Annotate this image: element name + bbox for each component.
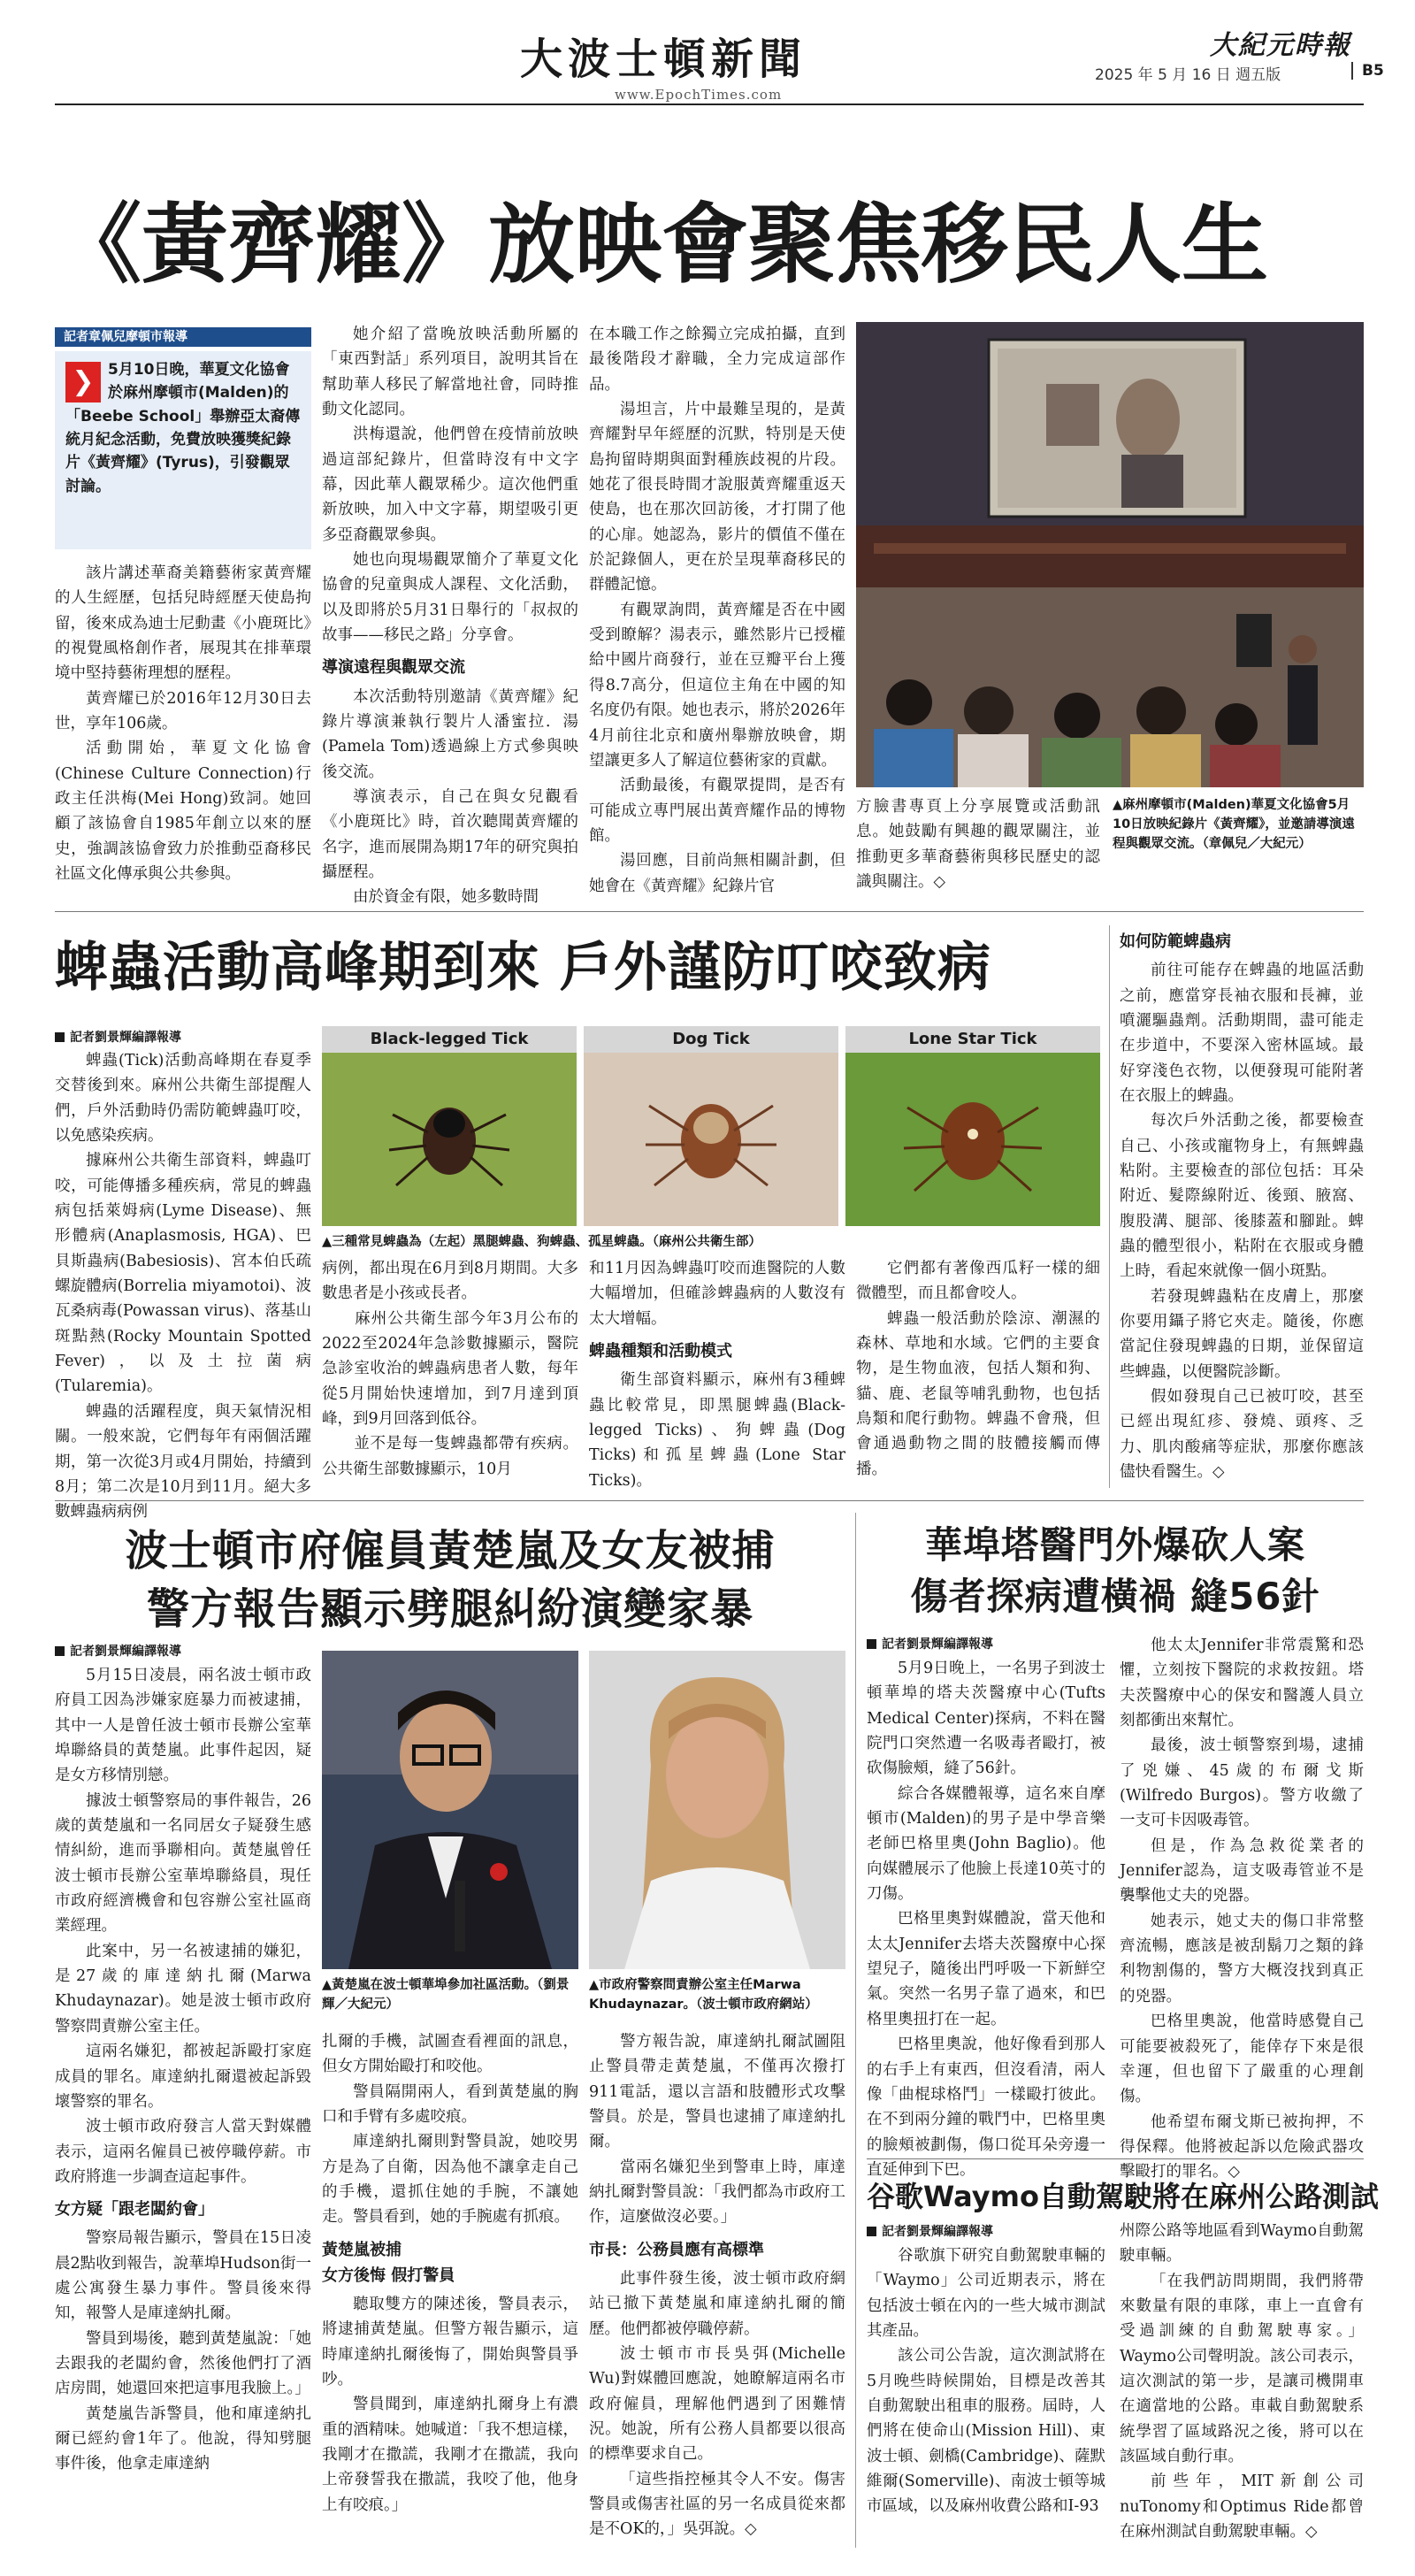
caption-ticks: ▲三種常見蜱蟲為（左起）黑腿蜱蟲、狗蜱蟲、孤星蜱蟲。（麻州公共衛生部）	[322, 1235, 761, 1249]
photo-khudaynazar	[589, 1651, 845, 1969]
col-arrest-2: 扎爾的手機，試圖查看裡面的訊息，但女方開始毆打和咬他。 警員隔開兩人，看到黃楚嵐的胸口和手臂有多處咬痕。 庫達納扎爾則對警員說，她咬男方是為了自衛，因為他不讓拿走自己的手機，還抓住她的手腕，不讓她走。警員看到，她的手腕處有抓痕。 黃楚嵐被捕 女方後悔 假打警員 聽取雙方的陳述後，警員表示，將逮捕黃楚嵐。但警方報告顯示，這時庫達納扎爾後悔了，開始與警員爭吵。 警員聞到，庫達納扎爾身上有濃重的酒精味。她喊道：「我不想這樣，我剛才在撒謊，我剛才在撒謊，我向上帝發誓我在撒謊，我咬了他，他身上有咬痕。」	[322, 2033, 578, 2514]
col-tyrus-2: 她介紹了當晚放映活動所屬的「東西對話」系列項目，說明其旨在幫助華人移民了解當地社會，同時推動文化認同。 洪梅還說，他們曾在疫情前放映過這部紀錄片，但當時沒有中文字幕，因此華人觀眾稀少。這次他們重新放映，加入中文字幕，期望吸引更多亞裔觀眾參與。 她也向現場觀眾簡介了華夏文化協會的兒童與成人課程、文化活動，以及即將於5月31日舉行的「叔叔的故事——移民之路」分享會。 導演遠程與觀眾交流 本次活動特別邀請《黃齊耀》紀錄片導演兼執行製片人潘蜜拉．湯(Pamela Tom)透過線上方式參與映後交流。 導演表示，自己在與女兒觀看《小鹿斑比》時，首次聽聞黃齊耀的名字，進而展開為期17年的研究與拍攝歷程。 由於資金有限，她多數時間	[322, 326, 578, 907]
col-ticks-4: 它們都有著像西瓜籽一樣的細微體型，而且都會咬人。 蜱蟲一般活動於陰涼、潮濕的森林、草地和水域。它們的主要食物，是生物血液，包括人類和狗、貓、鹿、老鼠等哺乳動物，也包括鳥類和爬行動物。蜱蟲不會飛，但會通過動物之間的肢體接觸而傳播。	[856, 1260, 1100, 1478]
black-legged-tick-image	[322, 1053, 577, 1226]
col-tyrus-1: 該片講述華裔美籍藝術家黃齊耀的人生經歷，包括兒時經歷天使島拘留，後來成為迪士尼動畫《小鹿斑比》的視覺風格創作者，展現其在排華環境中堅持藝術理想的歷程。 黃齊耀已於2016年12月30日去世，享年106歲。 活動開始，華夏文化協會(Chinese Culture Connection)行政主任洪梅(Mei Hong)致詞。她回顧了該協會自1985年創立以來的歷史，強調該協會致力於推動亞裔移民社區文化傳承與公共參與。	[55, 564, 311, 884]
col-tyrus-4: 方臉書專頁上分享展覽或活動訊息。她鼓勵有興趣的觀眾關注，並推動更多華裔藝術與移民歷史的認識與關注。◇	[856, 798, 1100, 892]
col-attack-2: 他太太Jennifer非常震驚和恐懼，立刻按下醫院的求救按鈕。塔夫茨醫療中心的保安和醫護人員立刻都衝出來幫忙。 最後，波士頓警察到場，逮捕了兇嫌、45歲的布爾戈斯(Wilfredo Burgos)。警方收繳了一支可卡因吸毒管。 但是，作為急救從業者的Jennifer認為，這支吸毒管並不是襲擊他丈夫的兇器。 她表示，她丈夫的傷口非常整齊流暢，應該是被刮鬍刀之類的鋒利物割傷的，警方大概沒找到真正的兇器。 巴格里奧說，他當時感覺自己可能要被殺死了，能倖存下來是很幸運，但也留下了嚴重的心理創傷。 他希望布爾戈斯已被拘押，不得保釋。他將被起訴以危險武器攻擊毆打的罪名。◇	[1120, 1637, 1364, 2181]
col-waymo-2: 州際公路等地區看到Waymo自動駕駛車輛。 「在我們訪問期間，我們將帶來數量有限的車隊，車上一直會有受過訓練的自動駕駛專家。」Waymo公司聲明說。該公司表示，這次測試的第一步，是讓司機開車在適當地的公路。車載自動駕駛系統學習了區域路況之後，將可以在該區域自動行車。 前些年，MIT新創公司nuTonomy和Optimus Ride都曾在麻州測試自動駕駛車輛。◇	[1120, 2222, 1364, 2542]
photo-wong	[322, 1651, 578, 1969]
headline-ticks: 蜱蟲活動高峰期到來 戶外謹防叮咬致病	[55, 937, 991, 999]
col-attack-1: 5月9日晚上，一名男子到波士頓華埠的塔夫茨醫療中心(Tufts Medical Center)探病，不料在醫院門口突然遭一名吸毒者毆打，被砍傷臉頰，縫了56針。 綜合各媒體報導，這名來自摩頓市(Malden)的男子是中學音樂老師巴格里奧(John Baglio)。他向媒體展示了他臉上長達10英寸的刀傷。 巴格里奧對媒體說，當天他和太太Jennifer去塔夫茨醫療中心探望兒子，隨後出門呼吸一下新鮮空氣。突然一名男子靠了過來，和巴格里奧扭打在一起。 巴格里奧說，他好像看到那人的右手上有東西，但沒看清，兩人像「曲棍球格鬥」一樣毆打彼此。在不到兩分鐘的戰鬥中，巴格里奧的臉頰被劃傷，傷口從耳朵旁邊一直延伸到下巴。	[867, 1660, 1105, 2179]
subhead-director: 導演遠程與觀眾交流	[322, 658, 465, 678]
headline-tyrus: 《黃齊耀》放映會聚焦移民人生	[55, 194, 1269, 295]
subhead-prevention: 如何防範蜱蟲病	[1120, 932, 1231, 951]
caption-wong: ▲黃楚嵐在波士頓華埠參加社區活動。（劉景輝／大紀元）	[322, 1978, 570, 2012]
caption-khudaynazar: ▲市政府警察問責辦公室主任Marwa Khudaynazar。（波士頓市政府網站）	[589, 1978, 818, 2012]
headline-arrest-2: 警方報告顯示劈腿糾紛演變家暴	[146, 1584, 753, 1634]
headline-waymo: 谷歌Waymo自動駕駛將在麻州公路測試	[867, 2180, 1379, 2213]
byline-ticks: 記者劉景輝編譯報導	[55, 1028, 181, 1047]
tick-figure	[322, 1026, 1100, 1230]
screening-photo	[856, 322, 1364, 787]
col-ticks-2: 病例，都出現在6月到8月期間。大多數患者是小孩或長者。 麻州公共衛生部今年3月公布的2022至2024年急診數據顯示，醫院急診室收治的蜱蟲病患者人數，每年從5月開始快速增加，到7月達到頂峰，到9月回落到低谷。 並不是每一隻蜱蟲都帶有疾病。公共衛生部數據顯示，10月	[322, 1260, 578, 1478]
lead-text: 5月10日晚，華夏文化協會於麻州摩頓市(Malden)的「Beebe School」舉辦亞太裔傳統月紀念活動，免費放映獲獎紀錄片《黃齊耀》(Tyrus)，引發觀眾討論。	[65, 361, 301, 495]
lead-box	[55, 351, 311, 549]
tick-panel-2: Dog Tick	[584, 1026, 838, 1226]
headline-attack-2: 傷者探病遭橫禍 縫56針	[910, 1575, 1320, 1618]
masthead	[0, 0, 1415, 159]
col-ticks-3: 和11月因為蜱蟲叮咬而進醫院的人數大幅增加，但確診蜱蟲病的人數沒有太大增幅。 蜱蟲種類和活動模式 衛生部資料顯示，麻州有3種蜱蟲比較常見，即黑腿蜱蟲(Black-legged Ticks)、狗蜱蟲(Dog Ticks)和孤星蜱蟲(Lone Star Ticks)。	[589, 1260, 845, 1490]
col-arrest-1: 5月15日凌晨，兩名波士頓市政府員工因為涉嫌家庭暴力而被逮捕，其中一人是曾任波士頓市長辦公室華埠聯絡員的黃楚嵐。此事件起因，疑是女方移情別戀。 據波士頓警察局的事件報告，26歲的黃楚嵐和一名同居女子疑發生感情糾紛，進而爭聯相向。黃楚嵐曾任波士頓市長辦公室華埠聯絡員，現任市政府經濟機會和包容辦公室社區商業經理。 此案中，另一名被逮捕的嫌犯，是27歲的庫達納扎爾(Marwa Khudaynazar)。她是波士頓市政府警察問責辦公室主任。 這兩名嫌犯，都被起訴毆打家庭成員的罪名。庫達納扎爾還被起訴毀壞警察的罪名。 波士頓市政府發言人當天對媒體表示，這兩名僱員已被停職停薪。市政府將進一步調查這起事件。 女方疑「跟老闆約會」 警察局報告顯示，警員在15日凌晨2點收到報告，說華埠Hudson街一處公寓發生暴力事件。警員後來得知，報警人是庫達納扎爾。 警員到場後，聽到黃楚嵐說：「她去跟我的老闆約會，然後他們打了酒店房間，她還回來把這事甩我臉上。」 黃楚嵐告訴警員，他和庫達納扎爾已經約會1年了。他說，得知劈腿事件後，他拿走庫達納	[55, 1667, 311, 2473]
byline-waymo: 記者劉景輝編譯報導	[867, 2222, 993, 2242]
page-number: B5	[1351, 62, 1384, 80]
dog-tick-image	[584, 1053, 838, 1226]
subhead-date: 女方疑「跟老闆約會」	[55, 2200, 214, 2220]
section-title: 大波士頓新聞	[520, 34, 807, 84]
col-arrest-3: 警方報告說，庫達納扎爾試圖阻止警員帶走黃楚嵐，不僅再次撥打911電話，還以言語和肢體形式攻擊警員。於是，警員也逮捕了庫達納扎爾。 當兩名嫌犯坐到警車上時，庫達納扎爾對警員說：「我們都為市政府工作，這麼做沒必要。」 市長：公務員應有高標準 此事件發生後，波士頓市政府網站已撤下黃楚嵐和庫達納扎爾的簡歷。他們都被停職停薪。 波士頓市市長吳弭(Michelle Wu)對媒體回應說，她瞭解這兩名市政府僱員，理解他們遇到了困難情況。她說，所有公務人員都要以很高的標準要求自己。 「這些指控極其令人不安。傷害警員或傷害社區的另一名成員從來都是不OK的，」吳弭說。◇	[589, 2033, 845, 2539]
caption-tyrus: ▲麻州摩頓市(Malden)華夏文化協會5月10日放映紀錄片《黃齊耀》，並邀請導演遠程與觀眾交流。（章佩兒／大紀元）	[1113, 798, 1355, 851]
lone-star-tick-image	[845, 1053, 1100, 1226]
col-tyrus-3: 在本職工作之餘獨立完成拍攝，直到最後階段才辭職，全力完成這部作品。 湯坦言，片中最難呈現的，是黃齊耀對早年經歷的沉默，特別是天使島拘留時期與面對種族歧視的片段。她花了很長時間才說服黃齊耀重返天使島，也在那次回訪後，才打開了他的心扉。她認為，影片的價值不僅在於記錄個人，更在於呈現華裔移民的群體記憶。 有觀眾詢問，黃齊耀是否在中國受到瞭解？湯表示，雖然影片已授權給中國片商發行，並在豆瓣平台上獲得8.7高分，但這位主角在中國的知名度仍有限。她也表示，將於2026年4月前往北京和廣州舉辦放映會，期望讓更多人了解這位藝術家的貢獻。 活動最後，有觀眾提問，是否有可能成立專門展出黃齊耀作品的博物館。 湯回應，目前尚無相關計劃，但她會在《黃齊耀》紀錄片官	[589, 326, 845, 895]
tick-panel-3: Lone Star Tick	[845, 1026, 1100, 1226]
paper-name: 大紀元時報	[1210, 30, 1351, 61]
col-ticks-side: 如何防範蜱蟲病 前往可能存在蜱蟲的地區活動之前，應當穿長袖衣服和長褲，並噴灑驅蟲劑。活動期間，盡可能走在步道中，不要深入密林區域。最好穿淺色衣物，以便發現可能附著在衣服上的蜱蟲。 每次戶外活動之後，都要檢查自己、小孩或寵物身上，有無蜱蟲粘附。主要檢查的部位包括：耳朵附近、髮際線附近、後頸、腋窩、腹股溝、腿部、後膝蓋和腳趾。蜱蟲的體型很小，粘附在衣服或身體上時，看起來就像一個小斑點。 若發現蜱蟲粘在皮膚上，那麼你要用鑷子將它夾走。隨後，你應當記住發現蜱蟲的日期，並保留這些蜱蟲，以便醫院診斷。 假如發現自己已被叮咬，甚至已經出現紅疹、發燒、頭疼、乏力、肌肉酸痛等症狀，那麼你應該儘快看醫生。◇	[1120, 929, 1364, 1488]
headline-attack-1: 華埠塔醫門外爆砍人案	[924, 1523, 1305, 1567]
subhead-arrest: 黃楚嵐被捕 女方後悔 假打警員	[322, 2240, 455, 2285]
col-waymo-1: 谷歌旗下研究自動駕駛車輛的「Waymo」公司近期表示，將在包括波士頓在內的一些大城市測試其產品。 該公司公告說，這次測試將在5月晚些時候開始，目標是改善其自動駕駛出租車的服務。屆時，人們將在使命山(Mission Hill)、東波士頓、劍橋(Cambridge)、薩默維爾(Somerville)、南波士頓等城市區域，以及麻州收費公路和I-93	[867, 2247, 1105, 2516]
headline-arrest-1: 波士頓市府僱員黃楚嵐及女友被捕	[125, 1526, 776, 1576]
issue-date: 2025 年 5 月 16 日 週五版	[1095, 66, 1281, 84]
arrow-icon: ❯	[65, 362, 101, 402]
subhead-mayor: 市長：公務員應有高標準	[589, 2240, 764, 2259]
subhead-tick-types: 蜱蟲種類和活動模式	[589, 1342, 732, 1361]
byline-tyrus: 記者章佩兒摩頓市報導	[55, 327, 311, 347]
tick-panel-1: Black-legged Tick	[322, 1026, 577, 1226]
epoch-url: www.EpochTimes.com	[615, 87, 783, 103]
col-ticks-1: 蜱蟲(Tick)活動高峰期在春夏季交替後到來。麻州公共衛生部提醒人們，戶外活動時仍需防範蜱蟲叮咬，以免感染疾病。 據麻州公共衛生部資料，蜱蟲叮咬，可能傳播多種疾病，常見的蜱蟲病包括萊姆病(Lyme Disease)、無形體病(Anaplasmosis, HGA)、巴貝斯蟲病(Babesiosis)、宮本伯氏疏螺旋體病(Borrelia miyamotoi)、波瓦桑病毒(Powassan virus)、落基山斑點熱(Rocky Mountain Spotted Fever)，以及土拉菌病(Tularemia)。 蜱蟲的活躍程度，與天氣情況相關。一般來說，它們每年有兩個活躍期，第一次從3月或4月開始，持續到8月；第二次是10月到11月。絕大多數蜱蟲病病例	[55, 1052, 311, 1522]
byline-arrest: 記者劉景輝編譯報導	[55, 1642, 181, 1661]
byline-attack: 記者劉景輝編譯報導	[867, 1635, 993, 1654]
